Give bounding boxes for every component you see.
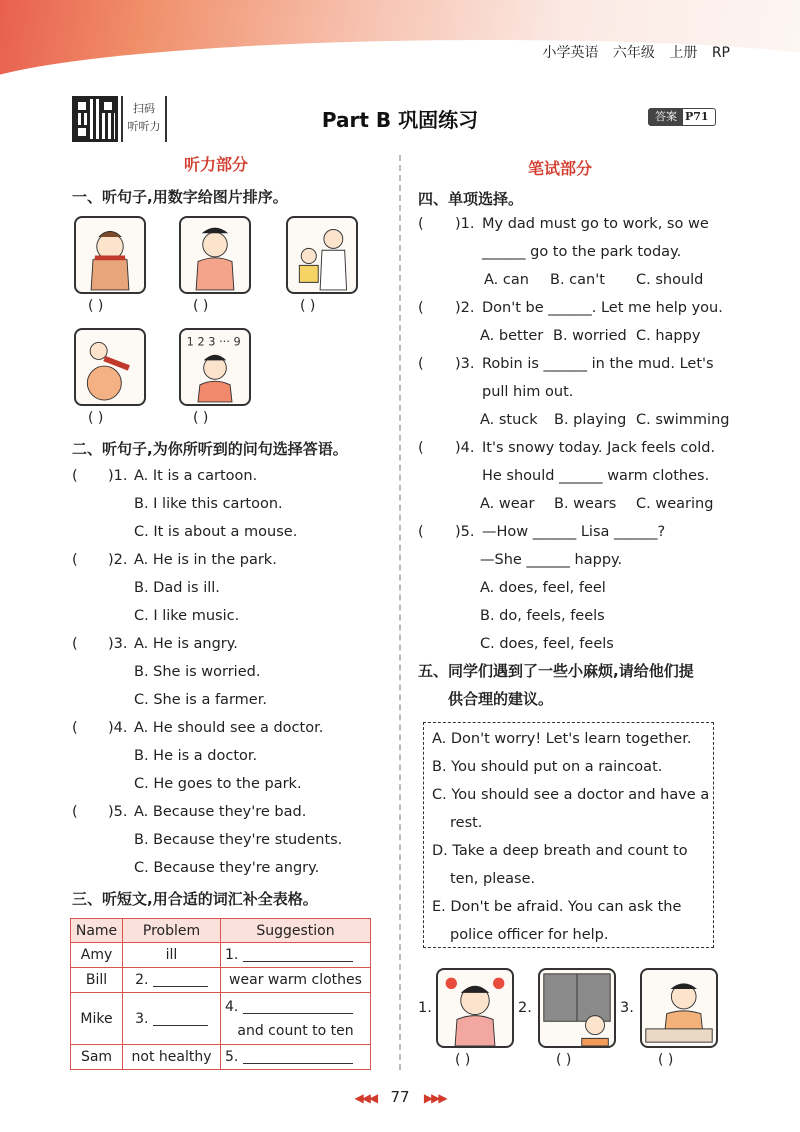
suggestion-table <box>70 918 371 1070</box>
table-row: Mike 3. 4. and count to ten <box>71 993 371 1045</box>
answer-blank[interactable] <box>153 986 208 987</box>
q4-heading: 四、单项选择。 <box>418 190 524 208</box>
picture-counting-girl <box>179 328 251 406</box>
picture-angry-boy <box>436 968 514 1048</box>
q5-heading: 五、同学们遇到了一些小麻烦,请给他们提 <box>418 662 694 680</box>
answer-tag[interactable]: 答案 P71 <box>648 108 716 126</box>
table-row: Sam not healthy 5. <box>71 1045 371 1070</box>
right-arrows-icon: ▶▶▶ <box>423 1091 446 1105</box>
column-divider <box>399 155 401 1070</box>
q2-heading: 二、听句子,为你所听到的问句选择答语。 <box>72 440 348 458</box>
q5-heading-cont: 供合理的建议。 <box>448 690 554 708</box>
table-row: Amy ill 1. <box>71 943 371 968</box>
writing-section-title: 笔试部分 <box>528 159 593 178</box>
advice-box: A. Don't worry! Let's learn together. B. You should put on a raincoat. C. You should see a doctor and have a rest. D. Take a deep breath and count to ten, please. E. Don't be afraid. You can ask the police officer for help. <box>423 722 714 948</box>
q1-heading: 一、听句子,用数字给图片排序。 <box>72 188 288 206</box>
grade-label: 六年级 <box>612 45 655 61</box>
page-number: ◀◀◀ 77 ▶▶▶ <box>354 1088 446 1106</box>
answer-blank[interactable] <box>243 1063 353 1064</box>
left-arrows-icon: ◀◀◀ <box>354 1091 377 1105</box>
picture-rainy-window <box>538 968 616 1048</box>
table-row: Bill 2. wear warm clothes <box>71 968 371 993</box>
picture-cold-girl <box>74 216 146 294</box>
picture-worried-student <box>640 968 718 1048</box>
edition-label: RP <box>711 45 730 61</box>
scan-label: 扫码 听听力 <box>121 96 167 142</box>
q3-heading: 三、听短文,用合适的词汇补全表格。 <box>72 890 318 908</box>
page-title: Part B 巩固练习 <box>321 108 479 132</box>
picture-doctor-visit <box>286 216 358 294</box>
table-header-row: Name Problem Suggestion <box>71 919 371 943</box>
answer-blank[interactable] <box>243 1013 353 1014</box>
picture-exercise-ball <box>74 328 146 406</box>
term-label: 上册 <box>669 45 698 61</box>
subject-label: 小学英语 <box>542 45 599 61</box>
picture-tired-girl <box>179 216 251 294</box>
answer-blank[interactable] <box>243 961 353 962</box>
answer-blank[interactable] <box>153 1025 208 1026</box>
listening-section-title: 听力部分 <box>184 155 249 174</box>
svg-text:1 2 3 ··· 9: 1 2 3 ··· 9 <box>186 334 241 349</box>
header-info <box>532 42 730 62</box>
